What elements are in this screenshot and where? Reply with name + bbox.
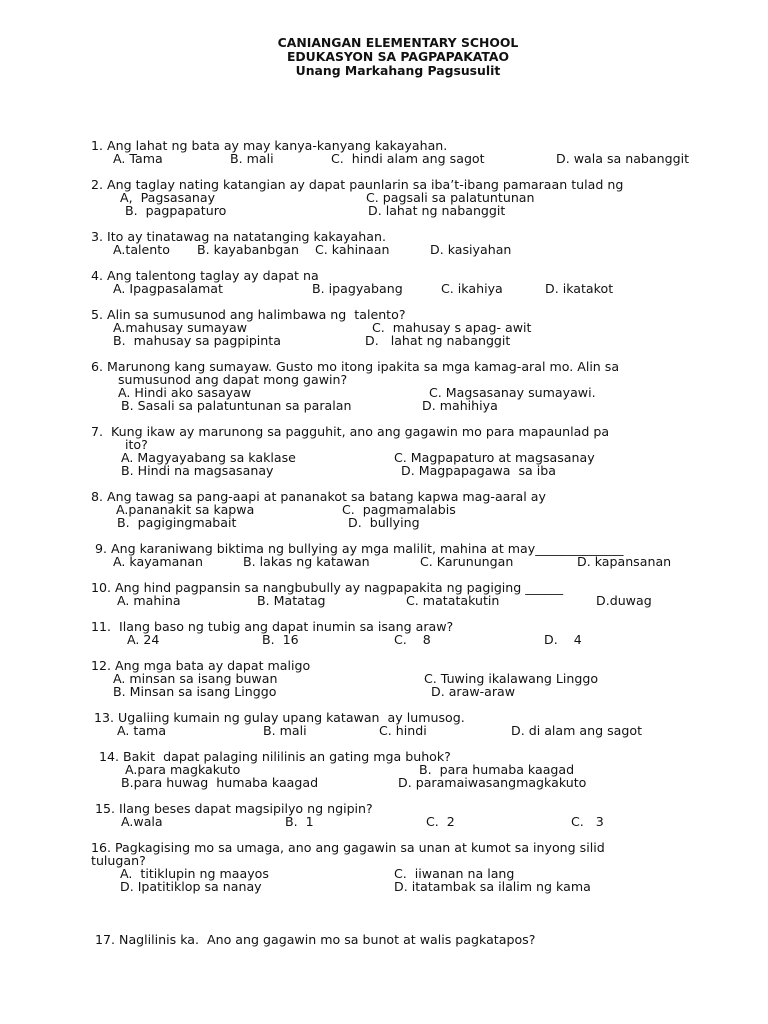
option-b: B. 1 xyxy=(285,814,314,829)
option-a: A. minsan sa isang buwan xyxy=(113,671,278,686)
option-b: B. para humaba kaagad xyxy=(419,762,575,777)
option-b: B. Minsan sa isang Linggo xyxy=(113,684,277,699)
question-stem: 12. Ang mga bata ay dapat maligo xyxy=(91,658,311,673)
option-d: D. bullying xyxy=(348,515,420,530)
option-a: A. Hindi ako sasayaw xyxy=(118,385,252,400)
option-a: A. tama xyxy=(117,723,167,738)
question-stem: 7. Kung ikaw ay marunong sa pagguhit, ano ang gagawin mo para mapaunlad pa xyxy=(91,424,610,439)
option-b: B. Sasali sa palatuntunan sa paralan xyxy=(121,398,352,413)
question-stem-cont: sumusunod ang dapat mong gawin? xyxy=(118,372,348,387)
option-b: B. mali xyxy=(230,151,274,166)
option-c: C. kahinaan xyxy=(315,242,390,257)
option-c: C. ikahiya xyxy=(441,281,503,296)
option-c: C. iiwanan na lang xyxy=(394,866,515,881)
option-a: A.talento xyxy=(113,242,170,257)
option-c: C. mahusay s apag- awit xyxy=(372,320,532,335)
option-d: D. kasiyahan xyxy=(430,242,512,257)
exam-header xyxy=(0,36,768,78)
option-a: A.mahusay sumayaw xyxy=(113,320,248,335)
option-d: D. araw-araw xyxy=(431,684,516,699)
option-d: D. mahihiya xyxy=(422,398,498,413)
option-d: D. lahat ng nabanggit xyxy=(368,203,506,218)
option-c: C. Tuwing ikalawang Linggo xyxy=(424,671,599,686)
option-b: B. ipagyabang xyxy=(312,281,403,296)
option-a: A. mahina xyxy=(117,593,181,608)
option-c: C. 2 xyxy=(426,814,455,829)
subject-name: EDUKASYON SA PAGPAPAKATAO xyxy=(286,49,510,64)
option-b: B. lakas ng katawan xyxy=(243,554,370,569)
option-d: D.duwag xyxy=(596,593,652,608)
question-stem: 13. Ugaliing kumain ng gulay upang katawan ay lumusog. xyxy=(94,710,465,725)
option-a: A.para magkakuto xyxy=(125,762,241,777)
question-stem: 10. Ang hind pagpansin sa nangbubully ay nagpapakita ng pagiging ______ xyxy=(91,580,564,595)
option-a: A. Tama xyxy=(113,151,163,166)
option-c: C. hindi xyxy=(379,723,427,738)
exam-title: Unang Markahang Pagsusulit xyxy=(295,63,501,78)
option-a: A.wala xyxy=(121,814,163,829)
option-d: D. lahat ng nabanggit xyxy=(365,333,511,348)
question-stem: 14. Bakit dapat palaging nililinis an gating mga buhok? xyxy=(99,749,451,764)
option-c: C. Karunungan xyxy=(420,554,514,569)
question-stem: 9. Ang karaniwang biktima ng bullying ay mga malilit, mahina at may______________ xyxy=(95,541,624,556)
option-b: B. mahusay sa pagpipinta xyxy=(113,333,281,348)
question-stem: 11. Ilang baso ng tubig ang dapat inumin sa isang araw? xyxy=(91,619,454,634)
question-stem: 8. Ang tawag sa pang-aapi at pananakot sa batang kapwa mag-aaral ay xyxy=(91,489,546,504)
option-b: B. 16 xyxy=(262,632,299,647)
option-d: D. 4 xyxy=(544,632,582,647)
question-stem: 2. Ang taglay nating katangian ay dapat paunlarin sa iba’t-ibang pamaraan tulad ng xyxy=(91,177,624,192)
option-c: C. matatakutin xyxy=(406,593,500,608)
option-d-alt: D. Ipatitiklop sa nanay xyxy=(120,879,262,894)
option-a: A.pananakit sa kapwa xyxy=(116,502,255,517)
question-stem-cont: tulugan? xyxy=(91,853,146,868)
option-a: A. titiklupin ng maayos xyxy=(120,866,269,881)
question-stem: 15. Ilang beses dapat magsipilyo ng ngipin? xyxy=(95,801,373,816)
question-stem: 5. Alin sa sumusunod ang halimbawa ng talento? xyxy=(91,307,406,322)
question-stem: 16. Pagkagising mo sa umaga, ano ang gagawin sa unan at kumot sa inyong silid xyxy=(91,840,605,855)
option-b: B. Hindi na magsasanay xyxy=(121,463,274,478)
option-d: D. ikatakot xyxy=(545,281,614,296)
question-stem: 3. Ito ay tinatawag na natatanging kakayahan. xyxy=(91,229,386,244)
option-b: B. kayabanbgan xyxy=(197,242,299,257)
option-d: D. Magpapagawa sa iba xyxy=(401,463,556,478)
option-b: B. pagpapaturo xyxy=(125,203,227,218)
option-b-alt: B.para huwag humaba kaagad xyxy=(121,775,319,790)
option-b: B. mali xyxy=(263,723,307,738)
option-d: C. 3 xyxy=(571,814,604,829)
option-b: B. pagigingmabait xyxy=(117,515,237,530)
option-a: A, Pagsasanay xyxy=(120,190,216,205)
question-stem: 1. Ang lahat ng bata ay may kanya-kanyang kakayahan. xyxy=(91,138,448,153)
option-c: C. pagsali sa palatuntunan xyxy=(366,190,535,205)
option-a: A. Ipagpasalamat xyxy=(113,281,223,296)
option-c: C. 8 xyxy=(394,632,431,647)
question-stem: 6. Marunong kang sumayaw. Gusto mo itong ipakita sa mga kamag-aral mo. Alin sa xyxy=(91,359,620,374)
question-stem-cont: ito? xyxy=(125,437,148,452)
option-a: A. kayamanan xyxy=(113,554,204,569)
option-d: D. di alam ang sagot xyxy=(511,723,643,738)
option-c: C. pagmamalabis xyxy=(342,502,456,517)
option-d: D. wala sa nabanggit xyxy=(556,151,690,166)
option-a: A. 24 xyxy=(127,632,160,647)
option-d: D. itatambak sa ilalim ng kama xyxy=(394,879,591,894)
option-b: B. Matatag xyxy=(257,593,326,608)
option-c: C. hindi alam ang sagot xyxy=(331,151,485,166)
option-d: D. paramaiwasangmagkakuto xyxy=(398,775,587,790)
school-name: CANIANGAN ELEMENTARY SCHOOL xyxy=(277,35,519,50)
question-stem: 17. Naglilinis ka. Ano ang gagawin mo sa bunot at walis pagkatapos? xyxy=(95,932,536,947)
option-c: C. Magpapaturo at magsasanay xyxy=(394,450,595,465)
option-d: D. kapansanan xyxy=(577,554,672,569)
option-a: A. Magyayabang sa kaklase xyxy=(121,450,296,465)
option-c: C. Magsasanay sumayawi. xyxy=(429,385,596,400)
question-stem: 4. Ang talentong taglay ay dapat na xyxy=(91,268,319,283)
